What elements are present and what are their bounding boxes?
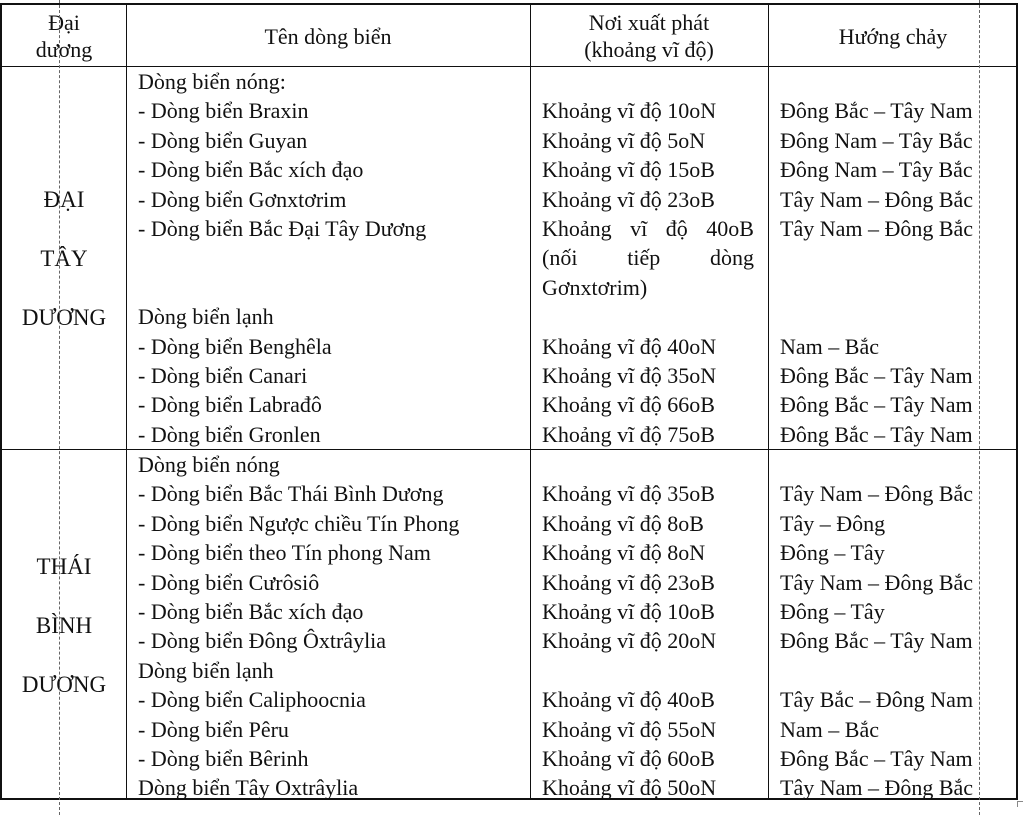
margin-corner-mark <box>1017 801 1023 807</box>
origin-latitude: Khoảng vĩ độ 40oB <box>542 687 715 713</box>
origin-latitude: Khoảng vĩ độ 8oB <box>542 510 704 536</box>
origin-latitude: Khoảng vĩ độ 50oN <box>542 775 717 801</box>
current-name: - Dòng biển Bắc Thái Bình Dương <box>138 481 444 507</box>
origin-latitude: Khoảng vĩ độ 35oB <box>542 481 715 507</box>
current-name: - Dòng biển Pêru <box>138 716 289 742</box>
ocean-label-line: BÌNH <box>35 612 93 638</box>
flow-direction: Đông Nam – Tây Bắc <box>780 157 973 183</box>
origin-latitude: Khoảng vĩ độ 15oB <box>542 157 715 183</box>
current-name: - Dòng biển Bắc xích đạo <box>138 157 364 183</box>
header-origin <box>530 5 768 67</box>
origin-latitude: Khoảng vĩ độ 23oB <box>542 186 715 212</box>
current-name: - Dòng biển Bắc Đại Tây Dương <box>138 215 427 241</box>
column-divider <box>126 5 127 798</box>
origin-word: dòng <box>709 245 754 271</box>
flow-direction: Nam – Bắc <box>780 333 879 359</box>
flow-direction: Tây Nam – Đông Bắc <box>780 481 974 507</box>
atlantic-origins <box>542 67 754 449</box>
origin-word: Khoảng <box>542 215 612 241</box>
column-divider <box>530 5 531 798</box>
pacific-directions <box>780 450 1016 803</box>
flow-direction: Tây Nam – Đông Bắc <box>780 569 974 595</box>
flow-direction: Nam – Bắc <box>780 716 879 742</box>
ocean-label-line: DƯƠNG <box>21 304 107 330</box>
current-name: - Dòng biển Gơnxtơrim <box>138 186 347 212</box>
origin-continuation: Gơnxtơrim) <box>542 274 648 300</box>
header-ocean <box>2 5 126 67</box>
current-name: - Dòng biển Bắc xích đạo <box>138 598 364 624</box>
flow-direction: Đông Nam – Tây Bắc <box>780 127 973 153</box>
cold-heading: Dòng biển lạnh <box>138 304 274 330</box>
ocean-label-line: THÁI <box>36 553 92 579</box>
header-ocean-line2: dương <box>35 37 93 62</box>
flow-direction: Đông Bắc – Tây Nam <box>780 392 973 418</box>
origin-latitude: Khoảng vĩ độ 40oN <box>542 333 717 359</box>
flow-direction: Tây – Đông <box>780 510 886 536</box>
atlantic-directions <box>780 67 1016 449</box>
origin-latitude: Khoảng vĩ độ 75oB <box>542 421 715 447</box>
current-name: - Dòng biển Labrađô <box>138 392 322 418</box>
header-current-name: Tên dòng biển <box>264 23 392 49</box>
current-name: - Dòng biển Cưrôsiô <box>138 569 320 595</box>
current-name: - Dòng biển Guyan <box>138 127 308 153</box>
ocean-label-line: DƯƠNG <box>21 671 107 697</box>
header-origin-line1: Nơi xuất phát <box>588 10 710 35</box>
flow-direction: Tây Nam – Đông Bắc <box>780 215 974 241</box>
current-name: - Dòng biển Canari <box>138 362 308 388</box>
flow-direction: Đông Bắc – Tây Nam <box>780 628 973 654</box>
atlantic-names <box>138 67 526 449</box>
ocean-label-pacific <box>2 450 126 800</box>
flow-direction: Đông – Tây <box>780 598 885 624</box>
pacific-names <box>138 450 526 803</box>
origin-latitude: Khoảng vĩ độ 23oB <box>542 569 715 595</box>
origin-latitude: Khoảng vĩ độ 55oN <box>542 716 717 742</box>
current-name: - Dòng biển Bêrinh <box>138 745 309 771</box>
cold-heading: Dòng biển lạnh <box>138 657 274 683</box>
ocean-currents-table <box>0 3 1018 800</box>
origin-latitude <box>542 214 754 243</box>
warm-heading: Dòng biển nóng <box>138 452 280 477</box>
margin-guide-left <box>59 0 60 815</box>
origin-latitude: Khoảng vĩ độ 20oN <box>542 628 717 654</box>
ocean-label-line: ĐẠI <box>43 186 85 212</box>
ocean-label-atlantic <box>2 67 126 449</box>
flow-direction: Đông Bắc – Tây Nam <box>780 98 973 124</box>
current-name: - Dòng biển Caliphoocnia <box>138 687 366 713</box>
origin-word: 40oB <box>706 215 754 241</box>
header-ocean-line1: Đại <box>48 10 80 35</box>
current-name: - Dòng biển Ngược chiều Tín Phong <box>138 510 460 536</box>
current-name: - Dòng biển Gronlen <box>138 421 321 447</box>
current-name: - Dòng biển Benghêla <box>138 333 332 359</box>
origin-latitude: Khoảng vĩ độ 66oB <box>542 392 715 418</box>
flow-direction: Đông Bắc – Tây Nam <box>780 745 973 771</box>
flow-direction: Tây Nam – Đông Bắc <box>780 186 974 212</box>
header-origin-line2: (khoảng vĩ độ) <box>584 37 714 62</box>
flow-direction: Đông – Tây <box>780 540 885 566</box>
flow-direction: Tây Bắc – Đông Nam <box>780 687 974 713</box>
ocean-label-line: TÂY <box>40 245 88 271</box>
origin-latitude: Khoảng vĩ độ 60oB <box>542 745 715 771</box>
warm-heading: Dòng biển nóng: <box>138 69 286 94</box>
current-name: - Dòng biển Đông Ôxtrâylia <box>138 628 387 654</box>
current-name: - Dòng biển Braxin <box>138 98 309 124</box>
origin-word: (nối <box>542 245 578 271</box>
flow-direction: Tây Nam – Đông Bắc <box>780 775 974 801</box>
origin-latitude: Khoảng vĩ độ 10oN <box>542 98 717 124</box>
current-name: - Dòng biển theo Tín phong Nam <box>138 540 431 566</box>
flow-direction: Đông Bắc – Tây Nam <box>780 362 973 388</box>
current-name: Dòng biển Tây Oxtrâylia <box>138 775 359 801</box>
column-divider <box>768 5 769 798</box>
origin-latitude: Khoảng vĩ độ 5oN <box>542 127 706 153</box>
origin-continuation <box>542 243 754 272</box>
flow-direction: Đông Bắc – Tây Nam <box>780 421 973 447</box>
origin-word: tiếp <box>627 245 661 271</box>
origin-latitude: Khoảng vĩ độ 10oB <box>542 598 715 624</box>
origin-word: độ <box>665 215 688 241</box>
origin-latitude: Khoảng vĩ độ 8oN <box>542 540 706 566</box>
margin-guide-right <box>979 0 980 815</box>
origin-latitude: Khoảng vĩ độ 35oN <box>542 362 717 388</box>
header-direction: Hướng chảy <box>838 23 948 49</box>
origin-word: vĩ <box>630 215 648 241</box>
pacific-origins <box>542 450 754 803</box>
